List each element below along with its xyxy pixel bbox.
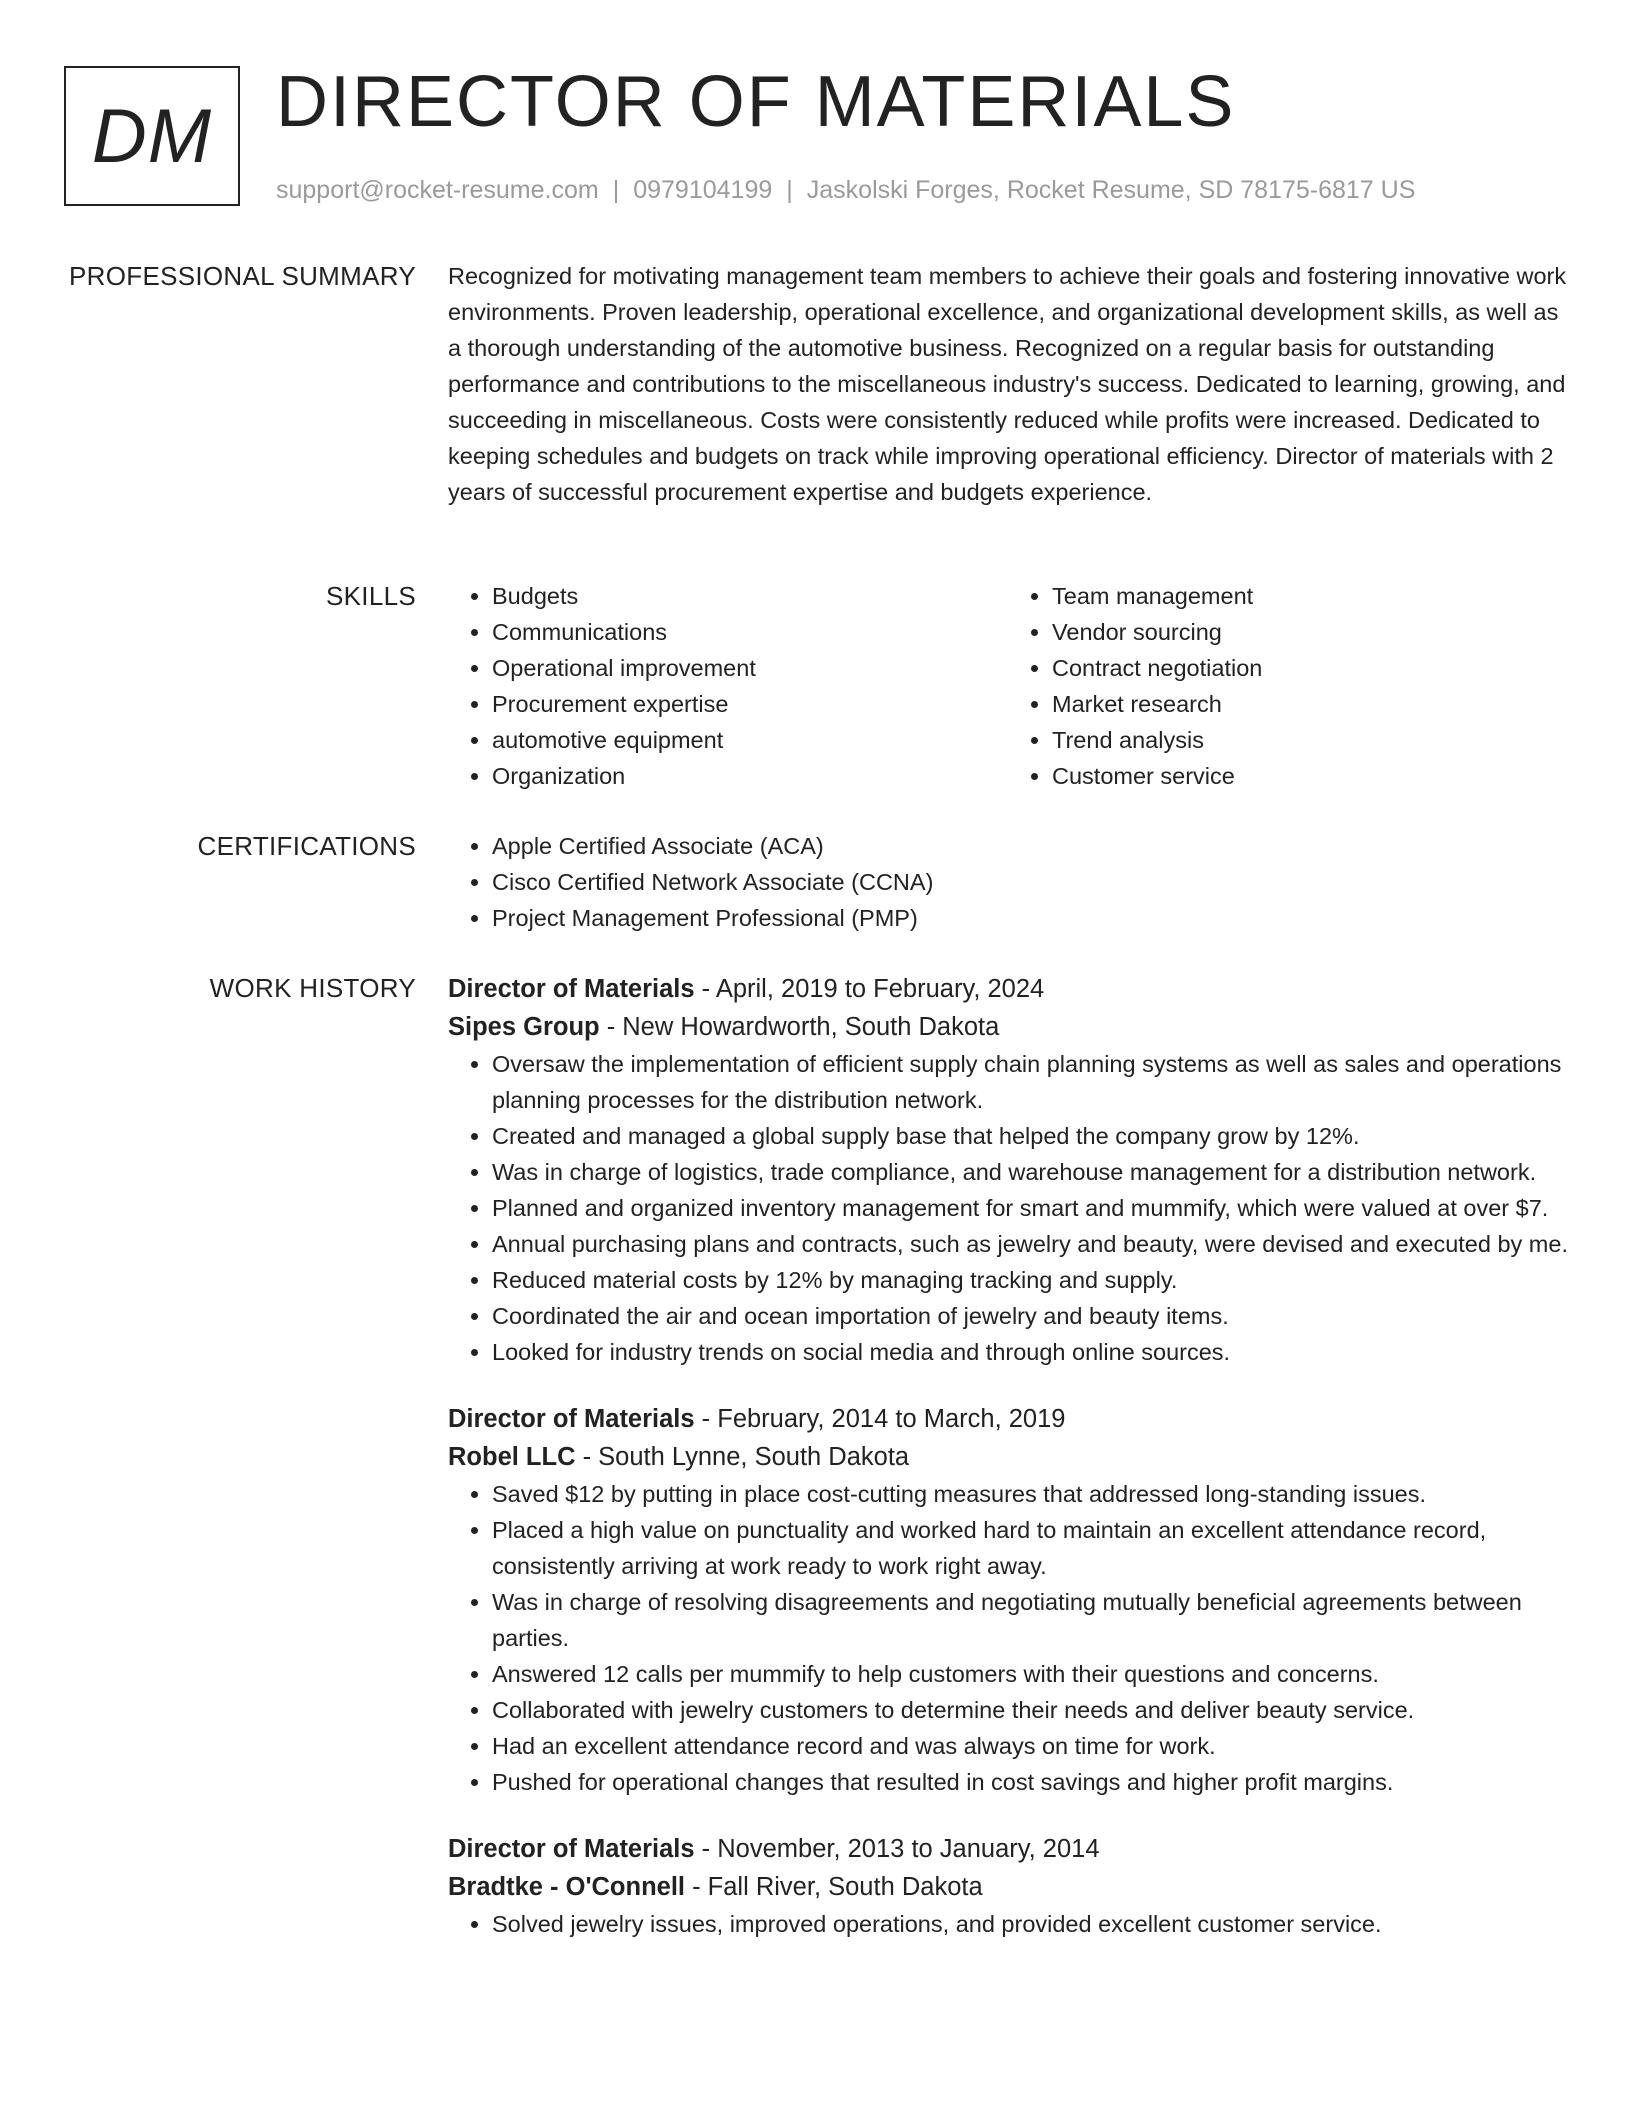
list-item: • Market research [1052, 686, 1568, 722]
list-item: • Placed a high value on punctuality and worked hard to maintain an excellent attendance record, consistently arriving at work ready to work right away. [492, 1512, 1568, 1584]
list-item: • Procurement expertise [492, 686, 1008, 722]
list-item: • Pushed for operational changes that resulted in cost savings and higher profit margins. [492, 1764, 1568, 1800]
job-company-line [448, 1008, 1568, 1046]
summary-text: Recognized for motivating management team members to achieve their goals and fostering innovative work environments. Proven leadership, operational excellence, and organizational development skills, as well as a thorough understanding of the automotive business. Recognized on a regular basis for outstanding performance and contributions to the miscellaneous industry's success. Dedicated to learning, growing, and succeeding in miscellaneous. Costs were consistently reduced while profits were increased. Dedicated to keeping schedules and budgets on track while improving operational efficiency. Director of materials with 2 years of successful procurement expertise and budgets experience. [448, 263, 1567, 505]
job-location: - Fall River, South Dakota [685, 1873, 983, 1901]
skills-list-left [448, 578, 1008, 794]
list-item: • Had an excellent attendance record and was always on time for work. [492, 1728, 1568, 1764]
list-item: • Cisco Certified Network Associate (CCNA) [492, 864, 1568, 900]
job-entry [448, 1400, 1568, 1800]
job-title: Director of Materials [448, 1835, 695, 1863]
monogram-box: DM [64, 66, 240, 206]
job-entry [448, 970, 1568, 1370]
job-title-line [448, 970, 1568, 1008]
contact-email: support@rocket-resume.com [276, 176, 599, 204]
list-item: • Looked for industry trends on social media and through online sources. [492, 1334, 1568, 1370]
list-item: • Collaborated with jewelry customers to determine their needs and deliver beauty service. [492, 1692, 1568, 1728]
contact-address: Jaskolski Forges, Rocket Resume, SD 78175-6817 US [806, 176, 1416, 204]
section-label-certifications: CERTIFICATIONS [197, 831, 416, 861]
work-history-body [448, 970, 1568, 1942]
job-dates: - April, 2019 to February, 2024 [694, 975, 1045, 1003]
job-dates: - November, 2013 to January, 2014 [694, 1835, 1100, 1863]
job-bullets [448, 1906, 1568, 1942]
section-label-summary: PROFESSIONAL SUMMARY [69, 261, 416, 291]
list-item: • Answered 12 calls per mummify to help customers with their questions and concerns. [492, 1656, 1568, 1692]
list-item: • Reduced material costs by 12% by managing tracking and supply. [492, 1262, 1568, 1298]
skills-list-right [1008, 578, 1568, 794]
list-item: • Apple Certified Associate (ACA) [492, 828, 1568, 864]
job-bullets [448, 1476, 1568, 1800]
list-item: • Budgets [492, 578, 1008, 614]
contact-separator: | [786, 176, 793, 204]
contact-phone: 0979104199 [633, 176, 773, 204]
job-location: - New Howardworth, South Dakota [599, 1013, 1000, 1041]
contact-separator: | [612, 176, 620, 204]
job-bullets [448, 1046, 1568, 1370]
list-item: • Saved $12 by putting in place cost-cutting measures that addressed long-standing issues. [492, 1476, 1568, 1512]
list-item: • Operational improvement [492, 650, 1008, 686]
list-item: • Coordinated the air and ocean importation of jewelry and beauty items. [492, 1298, 1568, 1334]
job-title: Director of Materials [448, 975, 695, 1003]
list-item: • Annual purchasing plans and contracts, such as jewelry and beauty, were devised and executed by me. [492, 1226, 1568, 1262]
list-item: • Contract negotiation [1052, 650, 1568, 686]
job-company: Sipes Group [448, 1013, 600, 1041]
list-item: • Was in charge of logistics, trade compliance, and warehouse management for a distribution network. [492, 1154, 1568, 1190]
list-item: • Communications [492, 614, 1008, 650]
list-item: • Oversaw the implementation of efficient supply chain planning systems as well as sales and operations planning processes for the distribution network. [492, 1046, 1568, 1118]
certifications-list [448, 828, 1568, 936]
list-item: • Customer service [1052, 758, 1568, 794]
job-company: Bradtke - O'Connell [448, 1873, 686, 1901]
list-item: • Team management [1052, 578, 1568, 614]
skills-body [448, 578, 1568, 794]
contact-line [276, 172, 1415, 208]
certifications-body [448, 828, 1568, 936]
job-company-line [448, 1438, 1568, 1476]
list-item: • Was in charge of resolving disagreements and negotiating mutually beneficial agreements between parties. [492, 1584, 1568, 1656]
list-item: • Trend analysis [1052, 722, 1568, 758]
job-location: - South Lynne, South Dakota [575, 1443, 910, 1471]
list-item: • Organization [492, 758, 1008, 794]
job-dates: - February, 2014 to March, 2019 [694, 1405, 1066, 1433]
summary-body [448, 258, 1568, 510]
job-entry [448, 1830, 1568, 1942]
list-item: • Vendor sourcing [1052, 614, 1568, 650]
section-label-work-history: WORK HISTORY [209, 973, 416, 1003]
list-item: • Planned and organized inventory management for smart and mummify, which were valued at over $7. [492, 1190, 1568, 1226]
page-title: DIRECTOR OF MATERIALS [276, 62, 1236, 142]
job-title-line [448, 1830, 1568, 1868]
list-item: • Solved jewelry issues, improved operations, and provided excellent customer service. [492, 1906, 1568, 1942]
job-company-line [448, 1868, 1568, 1906]
list-item: • Project Management Professional (PMP) [492, 900, 1568, 936]
list-item: • Created and managed a global supply base that helped the company grow by 12%. [492, 1118, 1568, 1154]
section-label-skills: SKILLS [326, 581, 416, 611]
list-item: • automotive equipment [492, 722, 1008, 758]
job-title: Director of Materials [448, 1405, 695, 1433]
job-company: Robel LLC [448, 1443, 576, 1471]
job-title-line [448, 1400, 1568, 1438]
